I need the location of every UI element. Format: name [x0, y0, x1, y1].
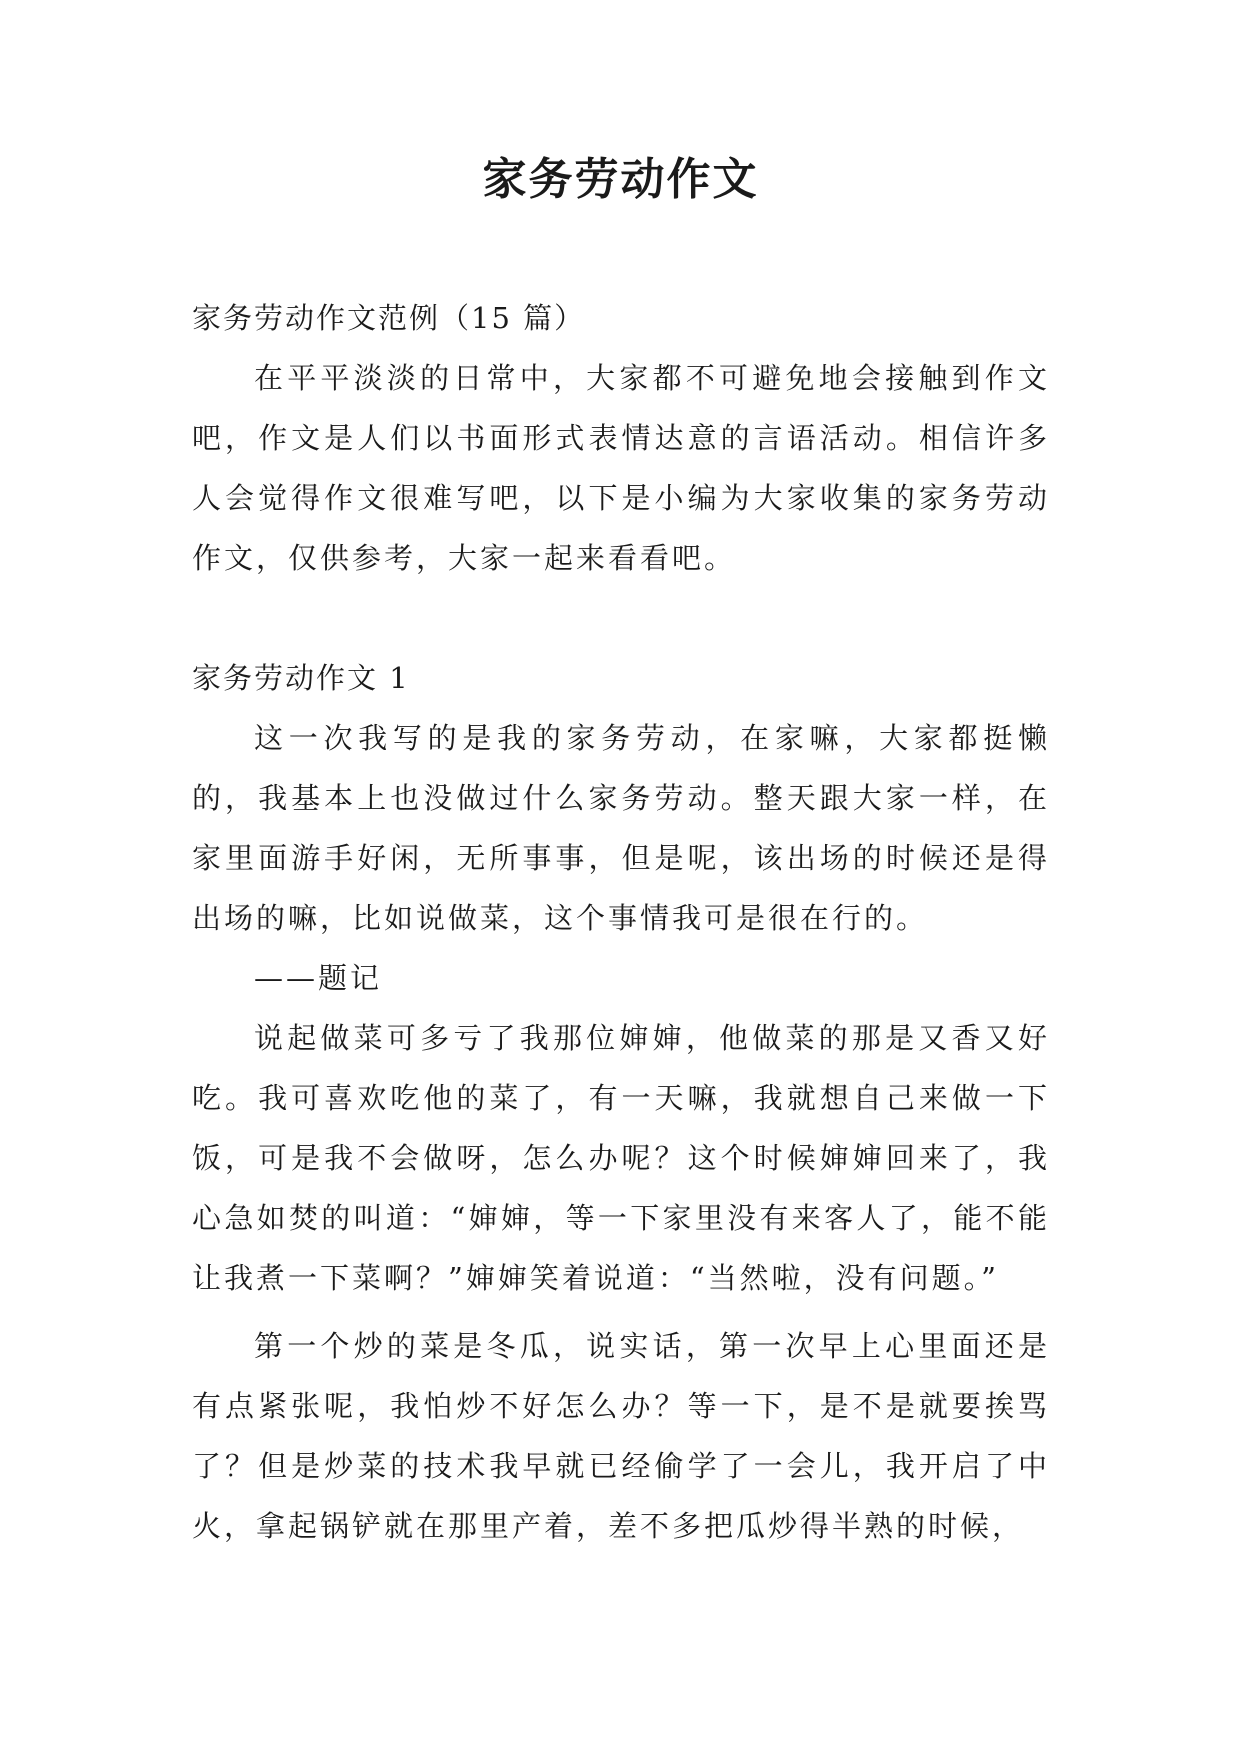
body-paragraph: 说起做菜可多亏了我那位婶婶，他做菜的那是又香又好吃。我可喜欢吃他的菜了，有一天嘛，我就想自己来做一下饭，可是我不会做呀，怎么办呢？这个时候婶婶回来了，我心急如焚的叫道：“婶婶，等一下家里没有来客人了，能不能让我煮一下菜啊？”婶婶笑着说道：“当然啦，没有问题。”: [192, 1021, 1050, 1295]
section-spacer: [192, 588, 1050, 648]
intro-paragraph: 在平平淡淡的日常中，大家都不可避免地会接触到作文吧，作文是人们以书面形式表情达意的言语活动。相信许多人会觉得作文很难写吧，以下是小编为大家收集的家务劳动作文，仅供参考，大家一起来看看吧。: [192, 361, 1050, 575]
paragraph-spacer: [192, 1308, 1050, 1316]
document-title: 家务劳动作文: [482, 154, 759, 205]
section-heading: 家务劳动作文 1: [192, 661, 410, 695]
document-body: [192, 288, 1050, 1556]
document-subtitle: 家务劳动作文范例（15 篇）: [192, 301, 586, 335]
inscription-line: ——题记: [254, 961, 383, 995]
body-paragraph: 第一个炒的菜是冬瓜，说实话，第一次早上心里面还是有点紧张呢，我怕炒不好怎么办？等一下，是不是就要挨骂了？但是炒菜的技术我早就已经偷学了一会儿，我开启了中火，拿起锅铲就在那里产着，差不多把瓜炒得半熟的时候，: [192, 1329, 1050, 1543]
body-paragraph: 这一次我写的是我的家务劳动，在家嘛，大家都挺懒的，我基本上也没做过什么家务劳动。整天跟大家一样，在家里面游手好闲，无所事事，但是呢，该出场的时候还是得出场的嘛，比如说做菜，这个事情我可是很在行的。: [192, 721, 1050, 935]
